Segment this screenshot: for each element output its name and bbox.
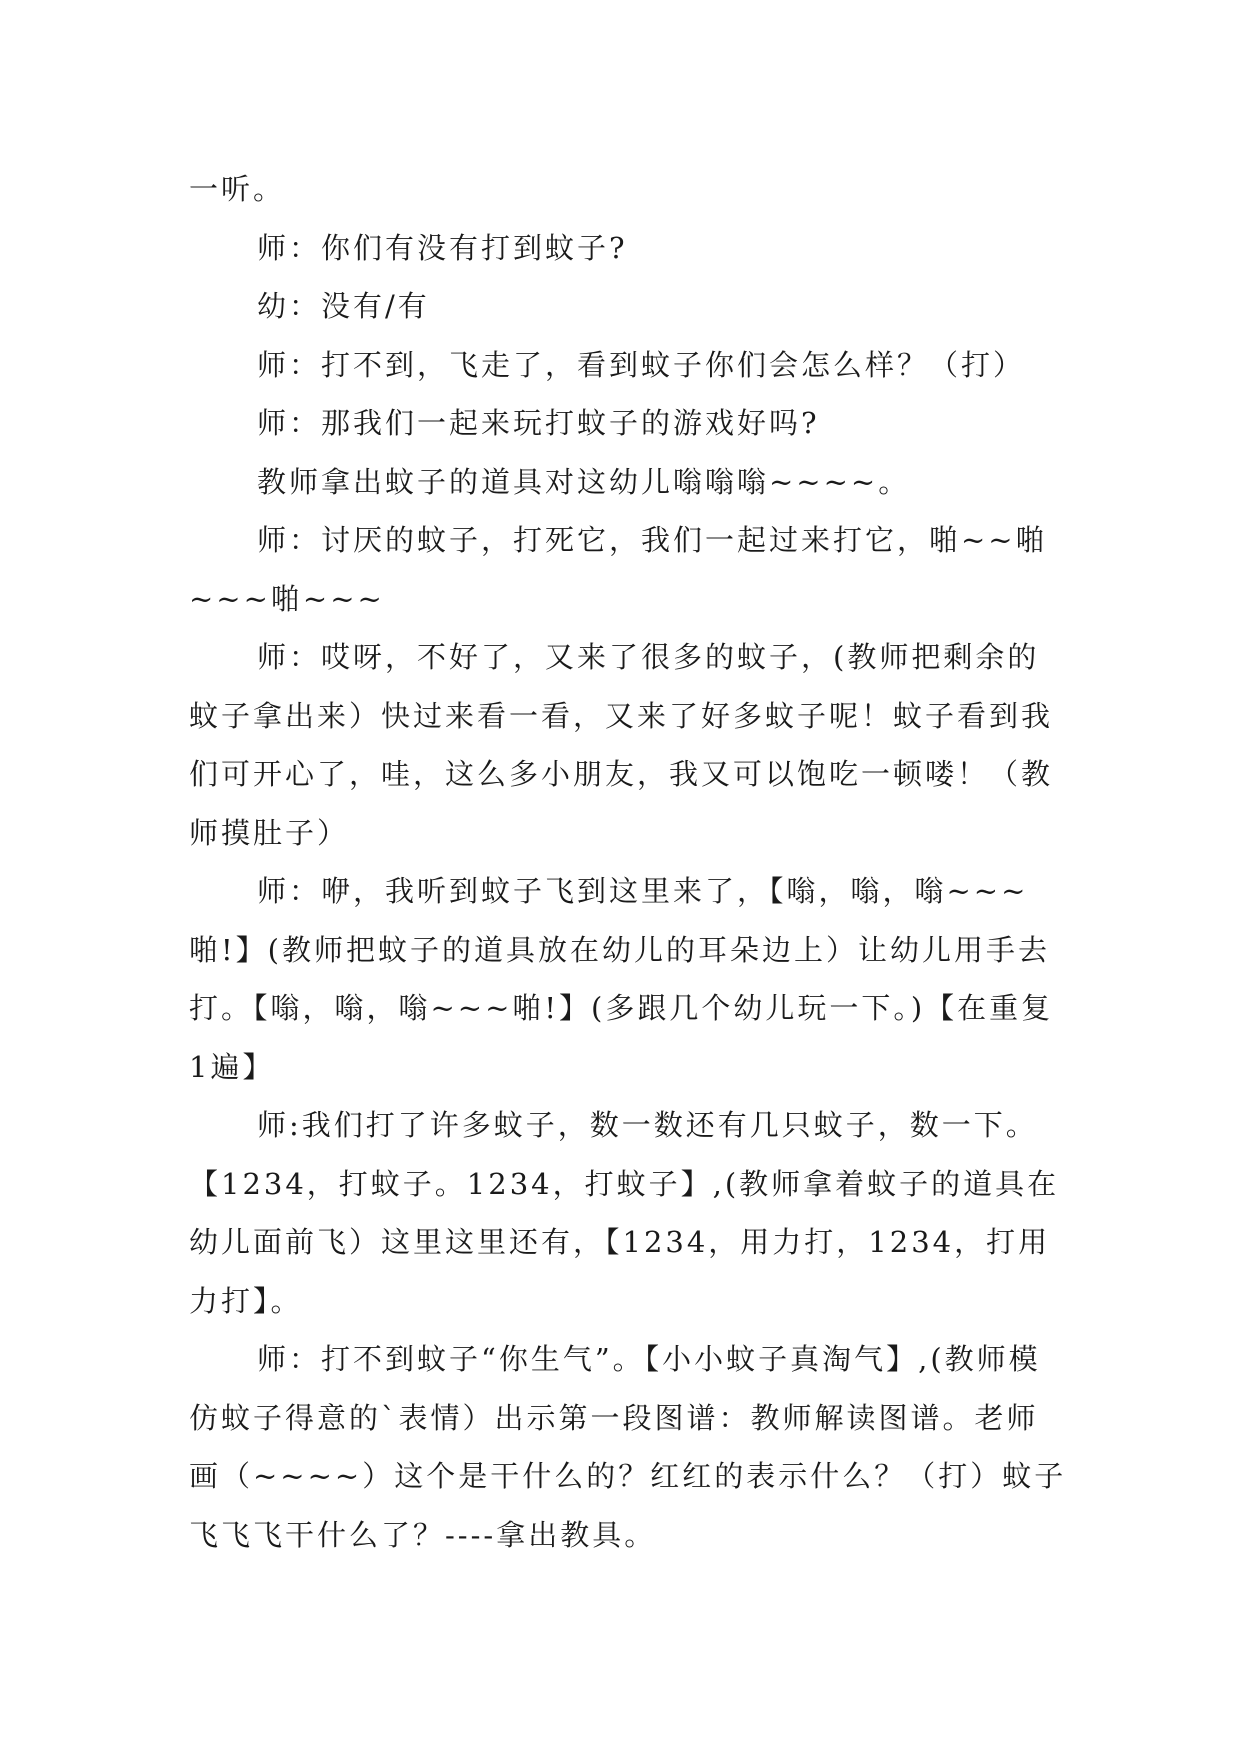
paragraph-2: 师：你们有没有打到蚊子?: [257, 230, 628, 265]
paragraph-9: 师：咿，我听到蚊子飞到这里来了，【嗡，嗡，嗡~~~啪!】(教师把蚊子的道具放在幼儿的耳朵边上）让幼儿用手去打。【嗡，嗡，嗡~~~啪!】(多跟几个幼儿玩一下。)【在重复1遍】: [189, 874, 1054, 1084]
paragraph-1: 一听。: [189, 172, 286, 206]
paragraph-3: 幼：没有/有: [257, 289, 430, 323]
paragraph-5: 师：那我们一起来玩打蚊子的游戏好吗?: [257, 406, 820, 440]
paragraph-4: 师：打不到，飞走了，看到蚊子你们会怎么样？（打）: [257, 347, 1026, 382]
paragraph-8: 师：哎呀，不好了，又来了很多的蚊子，(教师把剩余的蚊子拿出来）快过来看一看，又来了好多蚊子呢！蚊子看到我们可开心了，哇，这么多小朋友，我又可以饱吃一顿喽！（教师摸肚子）: [189, 640, 1054, 850]
paragraph-7: 师：讨厌的蚊子，打死它，我们一起过来打它，啪~~啪~~~啪~~~: [189, 523, 1048, 616]
document-body: [189, 160, 1069, 1564]
paragraph-10: 师:我们打了许多蚊子，数一数还有几只蚊子，数一下。【1234，打蚊子。1234，打蚊子】,(教师拿着蚊子的道具在幼儿面前飞）这里这里还有，【1234，用力打，1234，打用力打】。: [189, 1108, 1060, 1318]
paragraph-11: 师：打不到蚊子“你生气”。【小小蚊子真淘气】,(教师模仿蚊子得意的`表情）出示第一段图谱：教师解读图谱。老师画（~~~~）这个是干什么的？红红的表示什么？（打）蚊子飞飞飞干什么了？----拿出教具。: [189, 1342, 1067, 1552]
paragraph-6: 教师拿出蚊子的道具对这幼儿嗡嗡嗡~~~~。: [257, 464, 911, 499]
